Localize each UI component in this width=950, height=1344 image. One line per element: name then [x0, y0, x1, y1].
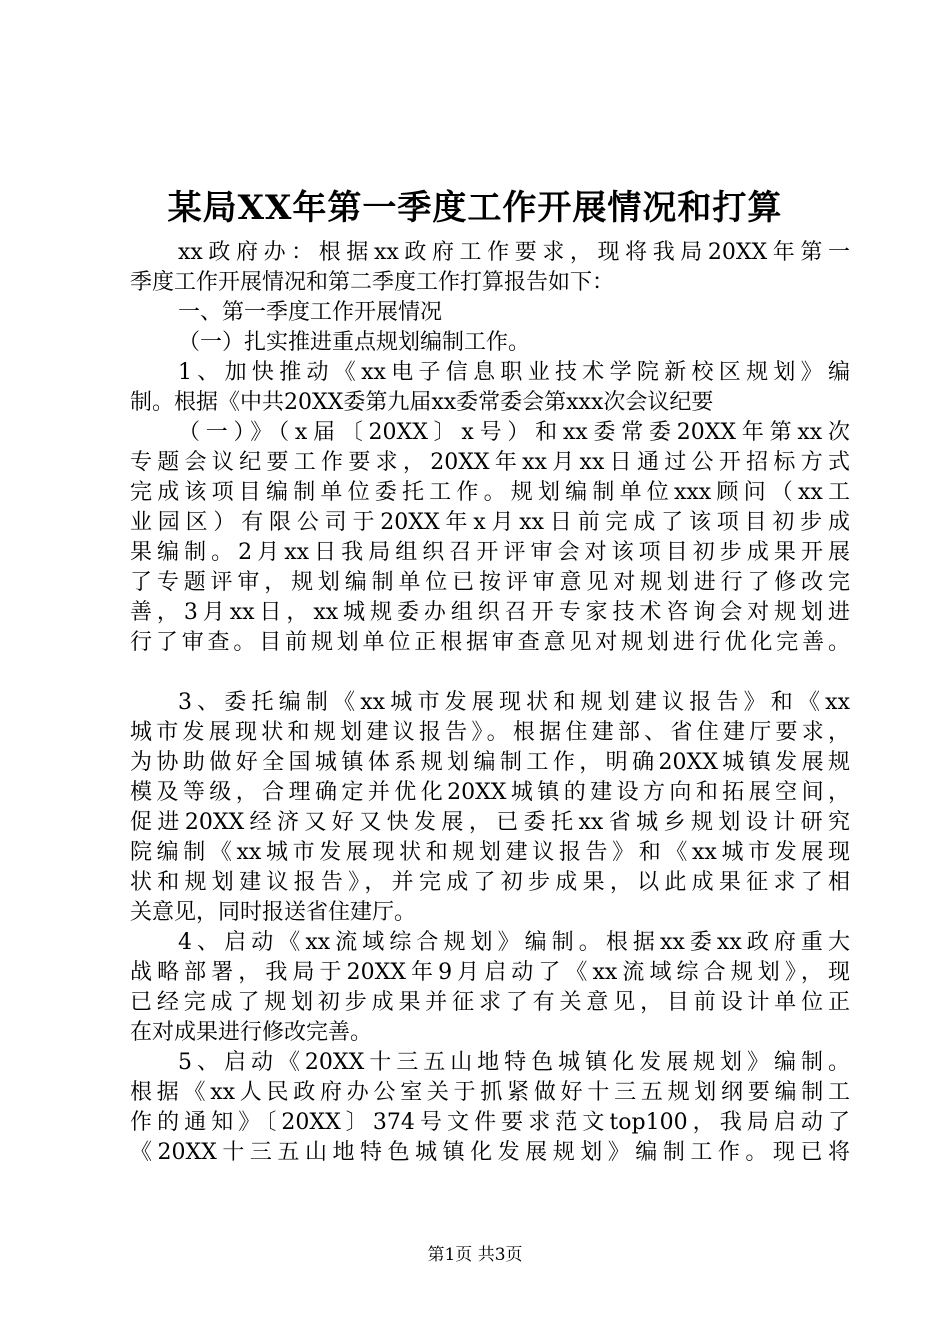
- text-line: 5、启动《20XX十三五山地特色城镇化发展规划》编制。: [178, 1050, 850, 1075]
- text-line: 战略部署，我局于20XX年9月启动了《xx流域综合规划》，现: [130, 960, 850, 985]
- text-line: 4、启动《xx流域综合规划》编制。根据xx委xx政府重大: [178, 930, 850, 955]
- text-line: （一）》（x届〔20XX〕x号）和xx委常委20XX年第xx次: [178, 420, 850, 445]
- text-line: 在对成果进行修改完善。: [130, 1020, 373, 1045]
- text-line: 作的通知》〔20XX〕374号文件要求范文top100，我局启动了: [130, 1110, 850, 1135]
- page-footer: 第1页 共3页: [427, 1245, 523, 1265]
- text-line: 关意见，同时报送省住建厅。: [130, 900, 417, 925]
- paragraph-gap: [130, 658, 850, 688]
- text-line: 完成该项目编制单位委托工作。规划编制单位xxx顾问（xx工: [130, 480, 850, 505]
- text-line: 专题会议纪要工作要求，20XX年xx月xx日通过公开招标方式: [130, 450, 850, 475]
- text-line: 已经完成了规划初步成果并征求了有关意见，目前设计单位正: [130, 990, 850, 1015]
- document-title: 某局XX年第一季度工作开展情况和打算: [167, 188, 783, 228]
- text-line: xx政府办：根据xx政府工作要求，现将我局20XX年第一: [178, 240, 850, 265]
- text-line: 行了审查。目前规划单位正根据审查意见对规划进行优化完善。: [130, 630, 850, 655]
- text-line: 院编制《xx城市发展现状和规划建议报告》和《xx城市发展现: [130, 840, 850, 865]
- text-line: 1、加快推动《xx电子信息职业技术学院新校区规划》编: [178, 360, 850, 385]
- text-line: 促进20XX经济又好又快发展，已委托xx省城乡规划设计研究: [130, 810, 850, 835]
- text-line: 《20XX十三五山地特色城镇化发展规划》编制工作。现已将: [130, 1140, 850, 1165]
- text-line: 季度工作开展情况和第二季度工作打算报告如下：: [130, 270, 615, 295]
- text-line: 为协助做好全国城镇体系规划编制工作，明确20XX城镇发展规: [130, 750, 850, 775]
- text-line: 果编制。2月xx日我局组织召开评审会对该项目初步成果开展: [130, 540, 850, 565]
- text-line: 模及等级，合理确定并优化20XX城镇的建设方向和拓展空间，: [130, 780, 850, 805]
- text-line: 根据《xx人民政府办公室关于抓紧做好十三五规划纲要编制工: [130, 1080, 850, 1105]
- document-body: [130, 238, 850, 1168]
- text-line: 了专题评审，规划编制单位已按评审意见对规划进行了修改完: [130, 570, 850, 595]
- text-line: 状和规划建议报告》，并完成了初步成果，以此成果征求了相: [130, 870, 850, 895]
- text-line: 业园区）有限公司于20XX年x月xx日前完成了该项目初步成: [130, 510, 850, 535]
- text-line: 城市发展现状和规划建议报告》。根据住建部、省住建厅要求，: [130, 720, 850, 745]
- section-heading: 一、第一季度工作开展情况: [178, 300, 443, 325]
- text-line: 制。根据《中共20XX委第九届xx委常委会第xxx次会议纪要: [130, 390, 714, 415]
- text-line: 3、委托编制《xx城市发展现状和规划建议报告》和《xx: [178, 690, 850, 715]
- text-line: 善，3月xx日，xx城规委办组织召开专家技术咨询会对规划进: [130, 600, 850, 625]
- subsection-heading: （一）扎实推进重点规划编制工作。: [178, 330, 531, 355]
